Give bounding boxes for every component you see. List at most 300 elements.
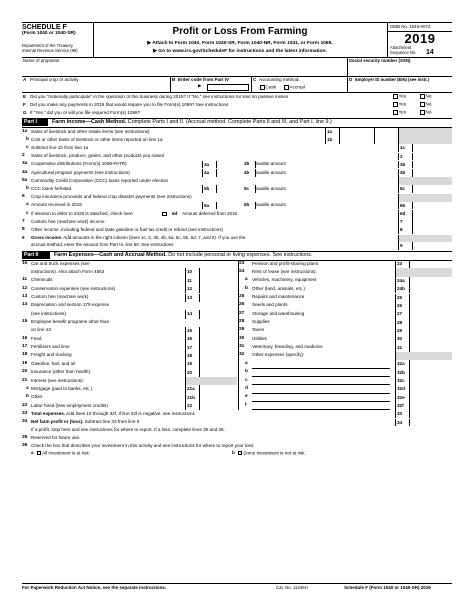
checkbox[interactable] — [393, 94, 398, 99]
line-sublabel: Amount deferred from 2018 — [182, 210, 238, 216]
amount-field[interactable] — [199, 352, 237, 360]
line-number: 3a — [22, 161, 28, 167]
line-number: b — [26, 136, 29, 142]
accrual-label: Accrual — [289, 84, 305, 90]
part1-line — [22, 169, 452, 177]
line-9-rest: Add amounts in the right column (lines 1c, 2, 3b, 4b, 5a, 5c, 6b, 6d, 7, and 8). If you use the — [62, 234, 246, 240]
part1-line — [22, 194, 452, 202]
line-number: 22 — [22, 402, 28, 408]
sequence-label: Sequence No. — [390, 50, 417, 55]
inner-line-box-label: 5b — [202, 185, 216, 193]
footer-paperwork: For Paperwork Reduction Act Notice, see the separate instructions. — [22, 585, 167, 590]
no-label: No — [425, 101, 432, 107]
line-description: Car and truck expenses (see — [31, 260, 90, 266]
checkbox[interactable] — [238, 451, 243, 456]
line-e-no[interactable] — [420, 94, 431, 99]
line-number: c — [245, 377, 248, 383]
line-description: Other (land, animals, etc.) — [252, 285, 305, 291]
column-line-label: 13 — [185, 294, 199, 302]
shaded-cell — [398, 194, 452, 202]
column-line-label: 21b — [185, 394, 199, 402]
line-b-letter: B — [172, 77, 176, 82]
at-risk-some-option[interactable] — [232, 451, 306, 456]
part1-line — [22, 128, 452, 136]
line-number: 26 — [239, 302, 245, 308]
column-line-label: 5c — [398, 185, 412, 193]
line-e-text: Did you “materially participate” in the operation of this business during 2019? If “No,” see instructions for limit on passive losses — [30, 95, 289, 99]
amount-field[interactable] — [199, 360, 237, 368]
line-description: Interest (see instructions): — [31, 377, 84, 383]
line-description: Custom hire (machine work) — [31, 294, 89, 299]
part1-line — [22, 202, 452, 210]
column-line-label: 26 — [395, 302, 409, 310]
line-description: Supplies — [252, 319, 270, 325]
line-c-letter: C — [253, 77, 257, 82]
line-number: a — [245, 277, 248, 283]
line-number: 10 — [22, 260, 28, 266]
column-line-label: 9 — [398, 242, 412, 250]
part2-right-line — [239, 310, 452, 318]
line-34-note: If a profit, stop here and see instructions for where to report. If a loss, complete lines 35 and 36. — [31, 427, 225, 432]
column-line-label: 23 — [395, 260, 409, 268]
checkbox[interactable] — [37, 451, 42, 456]
amount-field[interactable] — [412, 153, 452, 161]
cash-checkbox[interactable] — [260, 85, 265, 90]
line-number: b — [26, 394, 29, 400]
option-label: All investment is at risk. — [42, 450, 91, 455]
line-f-letter: F — [23, 102, 26, 107]
amount-field[interactable] — [409, 277, 452, 285]
amount-field[interactable] — [409, 285, 452, 293]
part1-line — [22, 144, 452, 152]
line-description: Veterinary, breeding, and medicine — [252, 344, 323, 350]
line-description: Gasoline, fuel, and oil — [31, 360, 76, 366]
column-line-label: 31 — [395, 344, 409, 352]
line-number: 29 — [239, 327, 245, 333]
inner-amount-field[interactable] — [216, 202, 256, 210]
line-d-letter: D — [349, 77, 353, 82]
amount-field[interactable] — [199, 335, 237, 343]
line-description: Mortgage (paid to banks, etc.) — [31, 385, 93, 391]
amount-field[interactable] — [199, 344, 237, 352]
dept-line2: Internal Revenue Service (99) — [22, 48, 78, 53]
line-number: 11 — [22, 277, 28, 283]
line-description: Feed — [31, 335, 42, 341]
line-description: Subtract line 1b from line 1a — [31, 144, 89, 150]
line-description: Chemicals — [31, 277, 53, 283]
inner-amount-field[interactable] — [339, 128, 375, 136]
no-label: No — [425, 93, 432, 99]
part2-right-line — [239, 327, 452, 335]
part2-left-line — [22, 294, 237, 302]
line-number: a — [26, 385, 29, 391]
part2-left-line — [22, 335, 237, 343]
line-sublabel: Taxable amount — [254, 161, 286, 167]
part1-line — [22, 210, 452, 218]
line-g-yes[interactable] — [393, 110, 406, 115]
part2-left-line — [22, 319, 237, 336]
amount-field[interactable] — [199, 294, 237, 302]
line-number: 35 — [22, 435, 28, 440]
inner-amount-field[interactable] — [216, 185, 256, 193]
checkbox[interactable] — [420, 102, 425, 107]
amount-field[interactable] — [199, 385, 237, 393]
line-number: 13 — [22, 294, 28, 299]
line-description: Repairs and maintenance — [252, 294, 305, 299]
cash-label: Cash — [265, 84, 277, 90]
shaded-cell — [398, 136, 452, 144]
line-description-cont: instructions). Also attach Form 4562 — [31, 268, 105, 274]
line-number: 36 — [22, 442, 28, 448]
amount-field[interactable] — [409, 394, 452, 402]
line-sublabel: Taxable amount — [254, 185, 286, 191]
part2-left-line — [22, 394, 237, 402]
line-number: 18 — [22, 352, 28, 358]
line-number: 33 — [22, 410, 28, 416]
line-description-cont: on line 23 — [31, 327, 51, 333]
line-description: Cost or other basis of livestock or other items reported on line 1a — [31, 136, 163, 142]
line-number: 31 — [239, 344, 245, 350]
column-line-label: 32c — [395, 377, 409, 385]
amount-field[interactable] — [409, 327, 452, 335]
line-f-text: Did you make any payments in 2019 that would require you to file Form(s) 1099? See instructions — [30, 102, 229, 107]
line-number: a — [26, 202, 29, 208]
column-line-label: 10 — [185, 268, 199, 276]
cash-checkbox-group[interactable] — [260, 85, 276, 90]
schedule-f-form — [22, 22, 452, 594]
line-number: d — [245, 385, 248, 391]
activity-code-field[interactable] — [207, 84, 249, 91]
line-description: Amount received in 2019 — [31, 202, 82, 208]
column-line-label: 32d — [395, 385, 409, 393]
amount-field[interactable] — [199, 369, 237, 377]
amount-field[interactable] — [199, 277, 237, 285]
line-description: Agricultural program payments (see instructions) — [31, 169, 130, 175]
shaded-cell — [398, 128, 452, 136]
amount-field[interactable] — [412, 226, 452, 234]
amount-field[interactable] — [409, 335, 452, 343]
line-d-text: Employer ID number (EIN) (see instr.) — [355, 77, 429, 82]
amount-field[interactable] — [412, 210, 452, 218]
amount-field[interactable] — [409, 260, 452, 268]
amount-field[interactable] — [409, 385, 452, 393]
part2-right-line — [239, 402, 452, 410]
part2-label: Part II — [22, 252, 50, 259]
amount-field[interactable] — [409, 319, 452, 327]
footer-cat-no: Cat. No. 11346H — [276, 585, 308, 590]
defer-election-checkbox[interactable] — [162, 212, 168, 217]
column-line-label: 16 — [185, 335, 199, 343]
part1-label: Part I — [22, 119, 48, 126]
line-number-secondary: 6b — [244, 202, 250, 208]
line-34-bold: Net farm profit or (loss). — [31, 419, 84, 425]
line-number: 12 — [22, 285, 28, 291]
line-number: 8 — [22, 226, 25, 232]
schedule-label: SCHEDULE F — [22, 24, 67, 31]
part2-bottom-line — [22, 443, 452, 451]
line-9-number: 9 — [22, 234, 25, 240]
line-9-row — [22, 236, 452, 251]
amount-field[interactable] — [412, 218, 452, 226]
line-description: Labor hired (less employment credits) — [31, 402, 108, 408]
checkbox[interactable] — [393, 110, 398, 115]
line-b-text: Enter code from Part IV — [178, 77, 230, 82]
amount-field[interactable] — [409, 302, 452, 310]
column-line-label: 30 — [395, 335, 409, 343]
checkbox[interactable] — [162, 212, 167, 217]
line-number: c — [26, 144, 29, 150]
line-a-letter: A — [23, 77, 27, 82]
column-line-label: 34 — [395, 419, 409, 427]
part2-bottom-line — [22, 427, 452, 435]
line-number: 14 — [22, 302, 28, 308]
amount-field[interactable] — [412, 202, 452, 210]
amount-field[interactable] — [409, 402, 452, 410]
part2-left-line — [22, 402, 237, 410]
inner-line-box-label: 1b — [325, 136, 339, 144]
part1-line — [22, 218, 452, 226]
line-description: Crop insurance proceeds and federal crop disaster payments (see instructions) — [31, 194, 192, 200]
column-line-label: 32a — [395, 360, 409, 368]
line-number: 19 — [22, 360, 28, 366]
line-number: 28 — [239, 319, 245, 325]
line-36-text: Check the box that describes your investment in this activity and see instructions for where to report your loss: — [31, 442, 255, 448]
checkbox[interactable] — [393, 102, 398, 107]
ssn-field[interactable] — [348, 65, 452, 75]
column-line-label: 32b — [395, 369, 409, 377]
accrual-checkbox[interactable] — [284, 85, 289, 90]
amount-field[interactable] — [409, 294, 452, 302]
no-label: No — [425, 109, 432, 115]
part1-line — [22, 226, 452, 234]
part2-right-line — [239, 277, 452, 285]
amount-field[interactable] — [409, 377, 452, 385]
column-line-label: 3b — [398, 161, 412, 169]
line-description: If election to defer to 2020 is attached, check here — [31, 210, 133, 216]
line-description: Rent or lease (see instructions): — [252, 268, 317, 274]
part2-bottom-line — [22, 435, 452, 443]
line-number-secondary: 4b — [244, 169, 250, 175]
line-number: 6 — [22, 194, 25, 200]
line-description: Pension and profit-sharing plans — [252, 260, 318, 266]
column-line-label: 18 — [185, 352, 199, 360]
part2-left-line — [22, 344, 237, 352]
part2-left-line — [22, 385, 237, 393]
line-number: 27 — [239, 310, 245, 316]
line-number: 1a — [22, 128, 28, 134]
line-number: 7 — [22, 218, 25, 224]
line-g-text: If “Yes,” did you or will you file required Form(s) 1099? — [30, 110, 141, 115]
line-description: Employee benefit programs other than — [31, 319, 110, 325]
principal-crop-field[interactable] — [22, 83, 170, 91]
line-description: Sales of livestock, produce, grains, and other products you raised — [31, 153, 165, 159]
column-line-label: 6d — [398, 210, 412, 218]
line-number: f — [245, 402, 247, 408]
column-line-label: 25 — [395, 294, 409, 302]
amount-field[interactable] — [199, 394, 237, 402]
column-line-label: 32f — [395, 402, 409, 410]
inner-line-box-label: 4a — [202, 169, 216, 177]
form-title: Profit or Loss From Farming — [172, 26, 308, 37]
amount-field[interactable] — [409, 310, 452, 318]
part1-title-bold: Farm Income—Cash Method. — [52, 119, 127, 125]
amount-field[interactable] — [412, 185, 452, 193]
gross-income-field[interactable] — [412, 242, 452, 250]
inner-amount-field[interactable] — [216, 169, 256, 177]
line-number: 24 — [239, 268, 245, 274]
column-line-label: 28 — [395, 319, 409, 327]
goto-instruction: ▶ Go to www.irs.gov/ScheduleF for instructions and the latest information. — [153, 49, 327, 54]
total-expenses-field[interactable] — [409, 410, 452, 418]
net-profit-field[interactable] — [409, 419, 452, 427]
column-line-label: 20 — [185, 369, 199, 377]
part2-right-line — [239, 352, 452, 360]
line-e-letter: E — [23, 94, 27, 99]
part2-right-line — [239, 377, 452, 385]
proprietor-name-field[interactable] — [22, 57, 347, 69]
column-line-label: 2 — [398, 153, 412, 161]
line-description: Other expenses (specify): — [252, 352, 305, 358]
line-description: Utilities — [252, 335, 267, 341]
amount-field[interactable] — [412, 169, 452, 177]
amount-field[interactable] — [199, 310, 237, 318]
column-line-label: 17 — [185, 344, 199, 352]
line-number: e — [245, 394, 248, 400]
line-description: Other — [31, 394, 43, 400]
inner-amount-field[interactable] — [339, 136, 375, 144]
yes-label: Yes — [398, 109, 406, 115]
part2-left-line — [22, 360, 237, 368]
line-description-cont: (see instructions) — [31, 310, 66, 316]
column-line-label: 14 — [185, 310, 199, 318]
column-line-label: 15 — [185, 327, 199, 335]
line-number: 21 — [22, 377, 28, 383]
line-description: Insurance (other than health) — [31, 369, 90, 375]
part2-bottom-line — [22, 410, 452, 418]
line-f-no[interactable] — [420, 102, 431, 107]
column-line-label: 7 — [398, 218, 412, 226]
line-34-text — [31, 420, 139, 425]
part1-line — [22, 177, 452, 185]
at-risk-all-option[interactable] — [31, 451, 90, 456]
part1-line — [22, 161, 452, 169]
part2-right-line — [239, 302, 452, 310]
line-number-secondary: 5c — [244, 185, 250, 191]
amount-field[interactable] — [199, 402, 237, 410]
line-description: Seeds and plants — [252, 302, 288, 308]
part2-right-line — [239, 285, 452, 293]
line-e-yes[interactable] — [393, 94, 406, 99]
line-description: Cooperative distributions (Form(s) 1099-PATR) — [31, 161, 127, 167]
line-35-text: Reserved for future use. — [31, 435, 81, 440]
amount-field[interactable] — [412, 161, 452, 169]
checkbox[interactable] — [420, 94, 425, 99]
amount-field[interactable] — [199, 285, 237, 293]
accrual-checkbox-group[interactable] — [284, 85, 305, 90]
line-9-bold: Gross income. — [31, 234, 63, 240]
amount-field[interactable] — [199, 327, 237, 335]
inner-line-box-label: 1a — [325, 128, 339, 136]
column-line-label: 22 — [185, 402, 199, 410]
part1-line — [22, 136, 452, 144]
attach-instruction: ▶ Attach to Form 1040, Form 1040-SR, Form 1040-NR, Form 1041, or Form 1065. — [147, 41, 333, 46]
line-description: CCC loans forfeited — [31, 185, 72, 191]
amount-field[interactable] — [409, 369, 452, 377]
line-g-no[interactable] — [420, 110, 431, 115]
line-description: Other income, including federal and state gasoline or fuel tax credit or refund (see instructions) — [31, 226, 224, 232]
line-number: 5a — [22, 177, 28, 183]
inner-amount-field[interactable] — [216, 161, 256, 169]
part2-bottom-line — [22, 450, 452, 458]
part2-right-line — [239, 268, 452, 276]
column-line-label: 12 — [185, 285, 199, 293]
part2-title-rest: Do not include personal or living expenses. See instructions. — [166, 251, 313, 258]
line-description: Conservation expenses (see instructions) — [31, 285, 116, 291]
shaded-cell — [398, 235, 452, 243]
part2-title — [54, 253, 312, 258]
option-letter: b — [232, 450, 235, 455]
column-line-label: 8 — [398, 226, 412, 234]
option-letter: a — [31, 450, 34, 455]
part2-right-line — [239, 335, 452, 343]
part1-title-rest: Complete Parts I and II. (Accrual method. Complete Parts II and III, and Part I, line 9.) — [126, 119, 332, 125]
line-number: b — [245, 369, 248, 375]
arrow-icon: ▶ — [198, 83, 202, 88]
amount-field[interactable] — [409, 344, 452, 352]
column-line-label: 33 — [395, 410, 409, 418]
shaded-cell — [398, 177, 452, 185]
column-line-label: 32e — [395, 394, 409, 402]
footer-form-id: Schedule F (Form 1040 or 1040-SR) 2019 — [344, 585, 431, 590]
line-number: b — [26, 185, 29, 191]
shaded-cell — [395, 352, 452, 360]
line-number: b — [245, 285, 248, 291]
omb-number: OMB No. 1545-0074 — [390, 24, 431, 29]
part2-right-line — [239, 260, 452, 268]
line-33-bold: Total expenses. — [31, 410, 66, 416]
line-9-text1 — [31, 236, 245, 241]
line-number: 17 — [22, 344, 28, 350]
amount-field[interactable] — [412, 144, 452, 152]
line-number: 4a — [22, 169, 28, 175]
checkbox[interactable] — [420, 110, 425, 115]
line-34-rest: Subtract line 33 from line 9 — [83, 419, 140, 425]
column-line-label: 27 — [395, 310, 409, 318]
part2-left-line — [22, 302, 237, 319]
line-description: Custom hire (machine work) income — [31, 218, 105, 224]
ein-field[interactable] — [348, 83, 452, 91]
part2-left-line — [22, 377, 237, 385]
part2-right-line — [239, 294, 452, 302]
line-a-text: Principal crop or activity — [30, 77, 79, 82]
amount-field[interactable] — [199, 268, 237, 276]
column-line-label: 19 — [185, 360, 199, 368]
yes-label: Yes — [398, 101, 406, 107]
line-33-text — [31, 412, 195, 417]
inner-line-box-label: 6a — [202, 202, 216, 210]
part1-line — [22, 185, 452, 193]
line-description: Vehicles, machinery, equipment — [252, 277, 317, 283]
line-description: Taxes — [252, 327, 264, 333]
part2-right-line — [239, 344, 452, 352]
line-number-secondary: 6d — [172, 210, 178, 216]
line-c-text: Accounting method: — [259, 77, 300, 82]
line-f-yes[interactable] — [393, 102, 406, 107]
part2-left-line — [22, 369, 237, 377]
line-number: 32 — [239, 352, 245, 358]
amount-field[interactable] — [409, 360, 452, 368]
line-number: a — [245, 360, 248, 366]
